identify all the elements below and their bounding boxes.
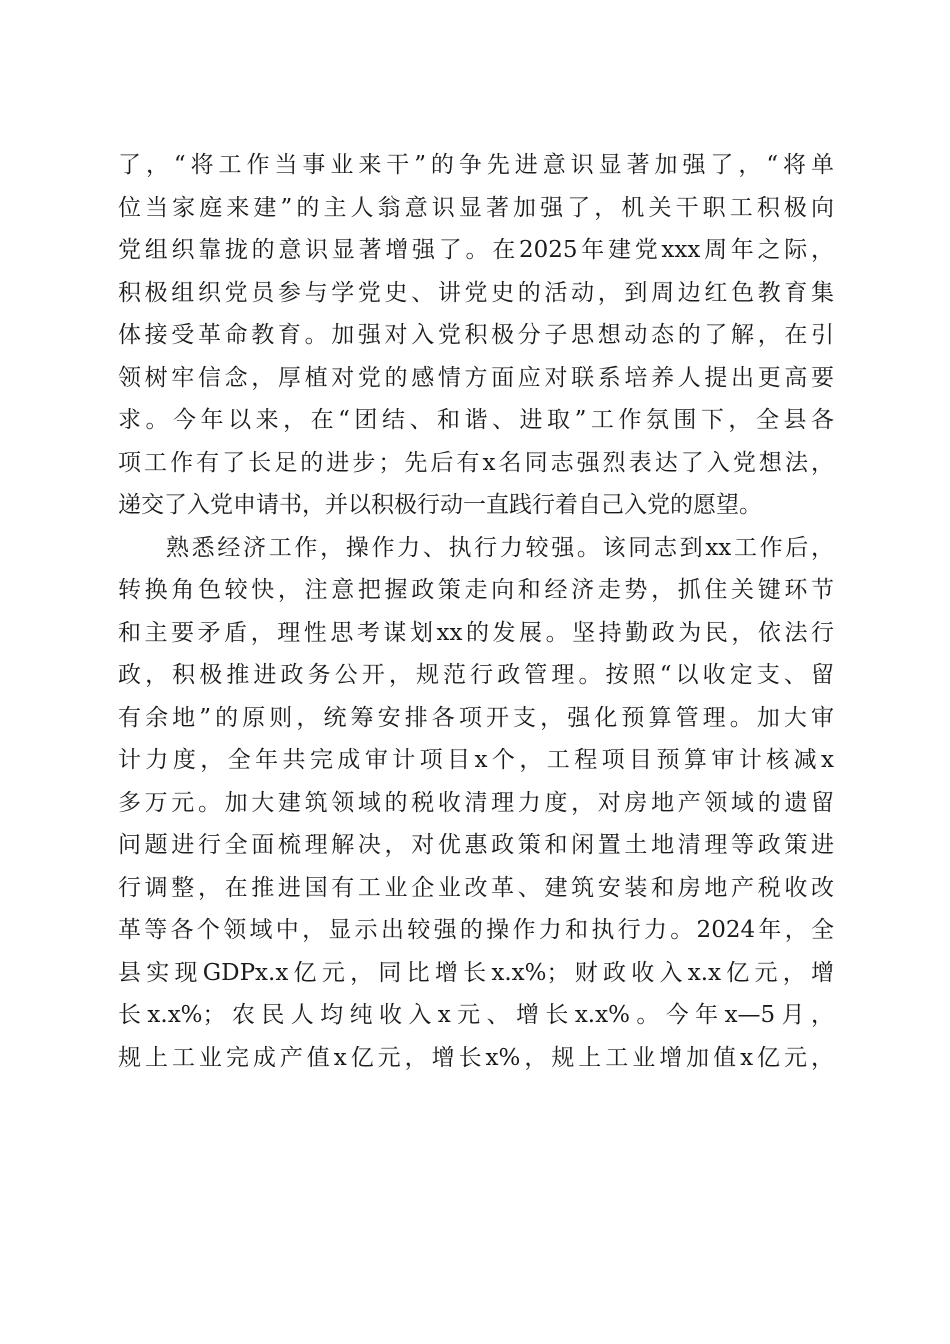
text-line: 政，积极推进政务公开，规范行政管理。按照“以收定支、留: [118, 662, 834, 688]
text-line: 行调整，在推进国有工业企业改革、建筑安装和房地产税收改: [118, 874, 834, 901]
text-line: 体接受革命教育。加强对入党积极分子思想动态的了解，在引: [118, 322, 834, 348]
text-line: 规上工业完成产值x亿元，增长x%，规上工业增加值x亿元，: [118, 1044, 834, 1071]
text-line: 领树牢信念，厚植对党的感情方面应对联系培养人提出更高要: [118, 364, 834, 391]
paragraph-party-awareness: [118, 144, 834, 527]
text-line: 计力度，全年共完成审计项目x个，工程项目预算审计核减x: [118, 747, 834, 773]
text-line: 县实现GDPx.x亿元，同比增长x.x%；财政收入x.x亿元，增: [118, 959, 834, 986]
text-line: 革等各个领域中，显示出较强的操作力和执行力。2024年，全: [118, 917, 834, 943]
paragraph-economic-work: [118, 527, 834, 1080]
text-line: 求。今年以来，在“团结、和谐、进取”工作氛围下，全县各: [118, 407, 834, 433]
text-line: 和主要矛盾，理性思考谋划xx的发展。坚持勤政为民，依法行: [118, 619, 834, 646]
text-line: 项工作有了长足的进步；先后有x名同志强烈表达了入党想法，: [118, 449, 834, 476]
text-line: 位当家庭来建”的主人翁意识显著加强了，机关干职工积极向: [118, 194, 834, 221]
text-line: 了，“将工作当事业来干”的争先进意识显著加强了，“将单: [118, 152, 834, 178]
text-line: 熟悉经济工作，操作力、执行力较强。该同志到xx工作后，: [166, 534, 834, 561]
text-line: 党组织靠拢的意识显著增强了。在2025年建党xxx周年之际，: [118, 237, 834, 263]
text-line: 转换角色较快，注意把握政策走向和经济走势，抓住关键环节: [118, 577, 834, 603]
text-line: 问题进行全面梳理解决，对优惠政策和闲置土地清理等政策进: [118, 832, 834, 858]
text-line: 递交了入党申请书，并以积极行动一直践行着自己入党的愿望。: [118, 492, 762, 518]
text-line: 长x.x%；农民人均纯收入x元、增长x.x%。今年x—5月，: [118, 1002, 834, 1028]
text-line: 积极组织党员参与学党史、讲党史的活动，到周边红色教育集: [118, 279, 834, 306]
body-text: [118, 144, 834, 1079]
text-line: 有余地”的原则，统筹安排各项开支，强化预算管理。加大审: [118, 704, 834, 731]
text-line: 多万元。加大建筑领域的税收清理力度，对房地产领域的遗留: [118, 789, 834, 816]
